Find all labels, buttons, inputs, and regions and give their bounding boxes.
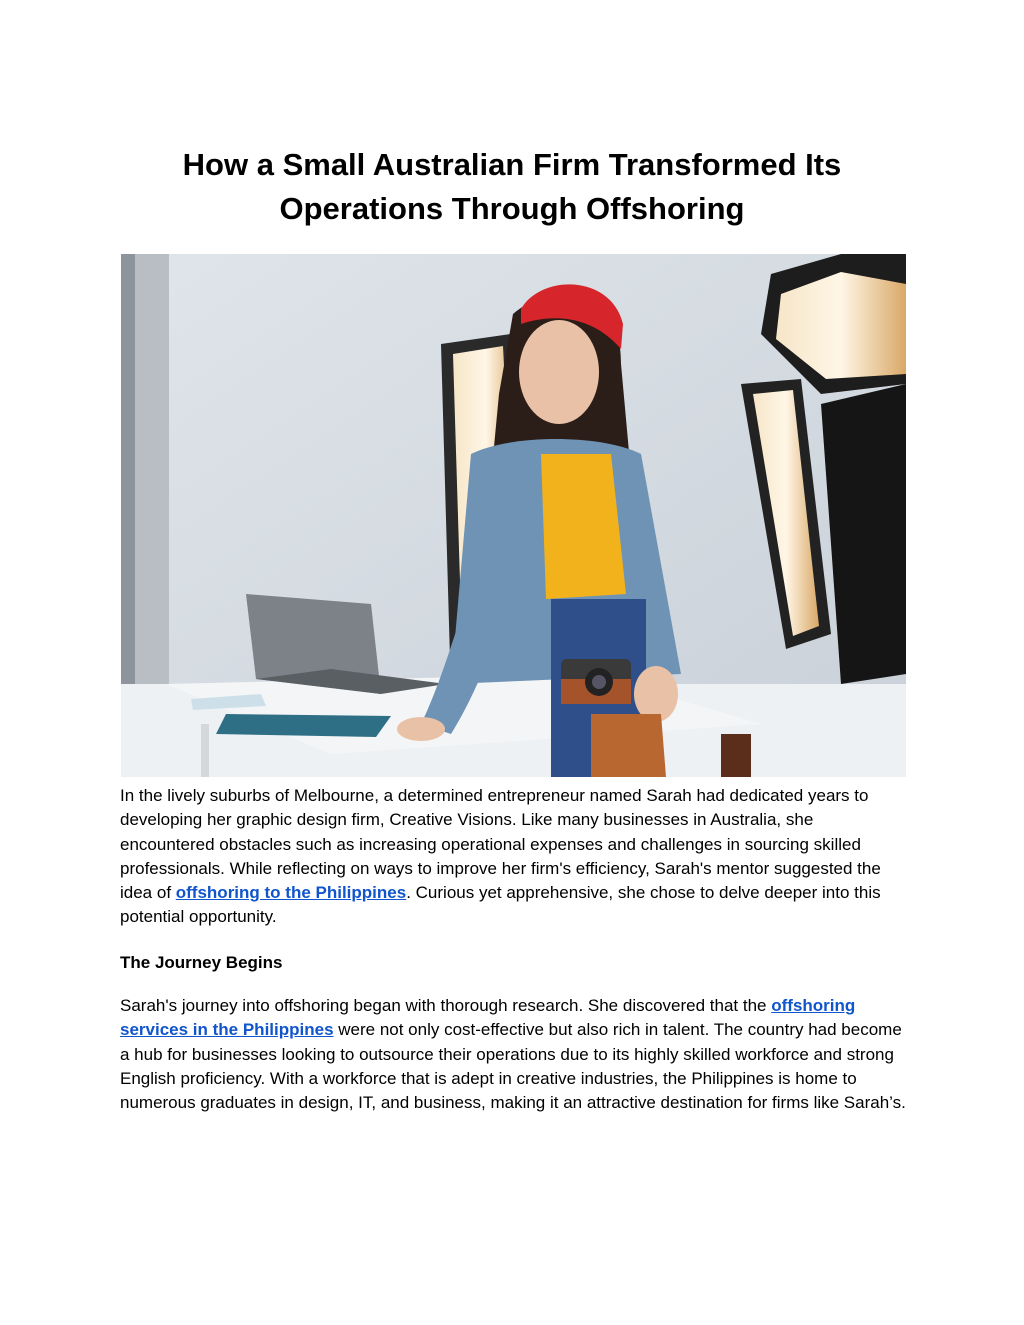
hero-image [121, 254, 906, 777]
intro-paragraph [120, 784, 910, 930]
intro-text-after-link: . Curious yet apprehensive, she chose to delve deeper into this potential opportunity. [120, 883, 881, 927]
section-heading: The Journey Begins [120, 953, 283, 972]
section-paragraph [120, 994, 910, 1115]
offshoring-philippines-link[interactable]: offshoring to the Philippines [175, 883, 407, 903]
intro-text-before-link: In the lively suburbs of Melbourne, a determined entrepreneur named Sarah had dedicated years to developing her graphic design firm, Creative Visions. Like many businesses in Australia, she encountered obstacles such as increasing operational expenses and challenges in sourcing skilled professionals. While reflecting on ways to improve her firm's efficiency, Sarah's mentor suggested the idea of [120, 786, 881, 903]
photo-woman-with-camera-in-studio-icon [121, 254, 906, 777]
section-text-after-link: were not only cost-effective but also rich in talent. The country had become a hub for businesses looking to outsource their operations due to its highly skilled workforce and strong English proficiency. With a workforce that is adept in creative industries, the Philippines is home to numerous graduates in design, IT, and business, making it an attractive destination for firms like Sarah’s. [120, 1020, 906, 1113]
page-title-line-2: Operations Through Offshoring [279, 191, 745, 226]
page-title [120, 143, 904, 231]
offshoring-services-link[interactable]: offshoring services in the Philippines [120, 996, 856, 1040]
section-text-before-link: Sarah's journey into offshoring began with thorough research. She discovered that the [120, 996, 772, 1015]
page-title-line-1: How a Small Australian Firm Transformed Its [182, 147, 842, 182]
